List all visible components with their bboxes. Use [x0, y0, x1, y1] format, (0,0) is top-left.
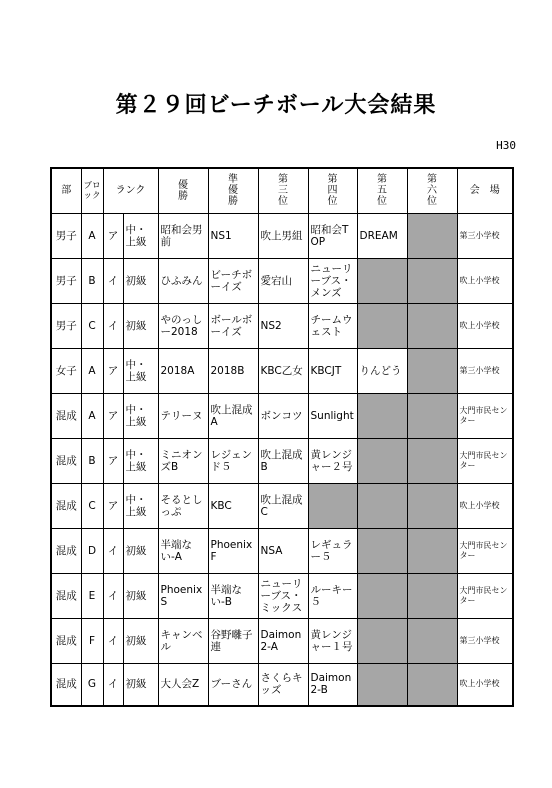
table-row: [51, 573, 513, 618]
block-cell: E: [81, 573, 103, 618]
fourth-place-cell: チームウェスト: [308, 303, 357, 348]
venue-cell: 大門市民センター: [457, 393, 513, 438]
fourth-place-cell: Daimon2-B: [308, 663, 357, 706]
division-cell: 混成: [51, 393, 81, 438]
header-p5: 第 五 位: [357, 168, 407, 213]
venue-cell: 吹上小学校: [457, 483, 513, 528]
division-cell: 混成: [51, 618, 81, 663]
fourth-place-cell: 昭和会TOP: [308, 213, 357, 258]
kana-cell: ア: [103, 483, 123, 528]
first-place-cell: ひふみん: [158, 258, 208, 303]
fifth-place-cell: DREAM: [357, 213, 407, 258]
second-place-cell: ボールボーイズ: [208, 303, 258, 348]
fourth-place-cell: ニューリーブス・メンズ: [308, 258, 357, 303]
first-place-cell: PhoenixS: [158, 573, 208, 618]
block-cell: B: [81, 258, 103, 303]
rank-cell: 初級: [123, 303, 158, 348]
block-cell: B: [81, 438, 103, 483]
header-bu: 部: [51, 168, 81, 213]
first-place-cell: 大人会Z: [158, 663, 208, 706]
fifth-place-cell: りんどう: [357, 348, 407, 393]
rank-cell: 中・上級: [123, 483, 158, 528]
second-place-cell: PhoenixF: [208, 528, 258, 573]
venue-cell: 吹上小学校: [457, 303, 513, 348]
sixth-place-cell: [407, 663, 457, 706]
table-row: [51, 528, 513, 573]
block-cell: C: [81, 303, 103, 348]
fifth-place-cell: [357, 483, 407, 528]
venue-cell: 大門市民センター: [457, 528, 513, 573]
fifth-place-cell: [357, 663, 407, 706]
venue-cell: 第三小学校: [457, 213, 513, 258]
fifth-place-cell: [357, 393, 407, 438]
fifth-place-cell: [357, 258, 407, 303]
second-place-cell: 谷野囃子連: [208, 618, 258, 663]
fourth-place-cell: レギュラー５: [308, 528, 357, 573]
kana-cell: ア: [103, 348, 123, 393]
header-p1: 優 勝: [158, 168, 208, 213]
block-cell: F: [81, 618, 103, 663]
first-place-cell: やのっしー2018: [158, 303, 208, 348]
division-cell: 混成: [51, 438, 81, 483]
division-cell: 男子: [51, 303, 81, 348]
division-cell: 男子: [51, 213, 81, 258]
third-place-cell: 愛宕山: [258, 258, 308, 303]
rank-cell: 初級: [123, 573, 158, 618]
second-place-cell: 2018B: [208, 348, 258, 393]
third-place-cell: ニューリーブス・ミックス: [258, 573, 308, 618]
kana-cell: イ: [103, 258, 123, 303]
rank-cell: 初級: [123, 663, 158, 706]
header-row: [51, 168, 513, 213]
second-place-cell: ブーさん: [208, 663, 258, 706]
first-place-cell: 2018A: [158, 348, 208, 393]
fifth-place-cell: [357, 618, 407, 663]
block-cell: A: [81, 213, 103, 258]
kana-cell: イ: [103, 573, 123, 618]
rank-cell: 中・上級: [123, 438, 158, 483]
block-cell: D: [81, 528, 103, 573]
results-table: [50, 167, 514, 707]
sixth-place-cell: [407, 393, 457, 438]
page-title: 第２９回ビーチボール大会結果: [115, 93, 437, 118]
table-row: [51, 663, 513, 706]
table-row: [51, 618, 513, 663]
header-p2: 準 優 勝: [208, 168, 258, 213]
rank-cell: 初級: [123, 258, 158, 303]
third-place-cell: Daimon2-A: [258, 618, 308, 663]
venue-cell: 吹上小学校: [457, 663, 513, 706]
block-cell: A: [81, 348, 103, 393]
header-p3: 第 三 位: [258, 168, 308, 213]
third-place-cell: 吹上混成B: [258, 438, 308, 483]
fifth-place-cell: [357, 573, 407, 618]
venue-cell: 第三小学校: [457, 348, 513, 393]
kana-cell: イ: [103, 303, 123, 348]
sixth-place-cell: [407, 573, 457, 618]
kana-cell: ア: [103, 438, 123, 483]
third-place-cell: さくらキッズ: [258, 663, 308, 706]
table-row: [51, 258, 513, 303]
venue-cell: 吹上小学校: [457, 258, 513, 303]
division-cell: 混成: [51, 573, 81, 618]
rank-cell: 初級: [123, 528, 158, 573]
fourth-place-cell: ルーキー５: [308, 573, 357, 618]
division-cell: 男子: [51, 258, 81, 303]
block-cell: G: [81, 663, 103, 706]
kana-cell: イ: [103, 663, 123, 706]
first-place-cell: そるとしっぷ: [158, 483, 208, 528]
first-place-cell: ミニオンズB: [158, 438, 208, 483]
first-place-cell: テリーヌ: [158, 393, 208, 438]
fifth-place-cell: [357, 528, 407, 573]
third-place-cell: NS2: [258, 303, 308, 348]
kana-cell: イ: [103, 528, 123, 573]
sixth-place-cell: [407, 483, 457, 528]
fourth-place-cell: KBCJT: [308, 348, 357, 393]
header-p6: 第 六 位: [407, 168, 457, 213]
venue-cell: 大門市民センター: [457, 438, 513, 483]
rank-cell: 中・上級: [123, 393, 158, 438]
third-place-cell: KBC乙女: [258, 348, 308, 393]
header-block: ブロ ック: [81, 168, 103, 213]
kana-cell: イ: [103, 618, 123, 663]
venue-cell: 大門市民センター: [457, 573, 513, 618]
second-place-cell: 半端ない-B: [208, 573, 258, 618]
year-label: H30: [496, 139, 516, 152]
rank-cell: 初級: [123, 618, 158, 663]
second-place-cell: KBC: [208, 483, 258, 528]
fourth-place-cell: 黄レンジャー１号: [308, 618, 357, 663]
division-cell: 混成: [51, 483, 81, 528]
table-row: [51, 213, 513, 258]
third-place-cell: NSA: [258, 528, 308, 573]
sixth-place-cell: [407, 303, 457, 348]
sixth-place-cell: [407, 348, 457, 393]
second-place-cell: ビーチボーイズ: [208, 258, 258, 303]
header-venue: 会 場: [457, 168, 513, 213]
division-cell: 混成: [51, 528, 81, 573]
kana-cell: ア: [103, 393, 123, 438]
first-place-cell: 昭和会男前: [158, 213, 208, 258]
second-place-cell: 吹上混成A: [208, 393, 258, 438]
fourth-place-cell: 黄レンジャー２号: [308, 438, 357, 483]
header-p4: 第 四 位: [308, 168, 357, 213]
kana-cell: ア: [103, 213, 123, 258]
second-place-cell: NS1: [208, 213, 258, 258]
rank-cell: 中・上級: [123, 348, 158, 393]
table-row: [51, 483, 513, 528]
sixth-place-cell: [407, 213, 457, 258]
division-cell: 女子: [51, 348, 81, 393]
rank-cell: 中・上級: [123, 213, 158, 258]
table-row: [51, 348, 513, 393]
venue-cell: 第三小学校: [457, 618, 513, 663]
header-rank: ランク: [103, 168, 158, 213]
sixth-place-cell: [407, 618, 457, 663]
second-place-cell: レジェンド５: [208, 438, 258, 483]
fourth-place-cell: [308, 483, 357, 528]
third-place-cell: 吹上混成C: [258, 483, 308, 528]
sixth-place-cell: [407, 528, 457, 573]
fifth-place-cell: [357, 303, 407, 348]
third-place-cell: 吹上男組: [258, 213, 308, 258]
table-row: [51, 438, 513, 483]
sixth-place-cell: [407, 438, 457, 483]
division-cell: 混成: [51, 663, 81, 706]
fourth-place-cell: Sunlight: [308, 393, 357, 438]
block-cell: A: [81, 393, 103, 438]
table-row: [51, 393, 513, 438]
sixth-place-cell: [407, 258, 457, 303]
table-row: [51, 303, 513, 348]
fifth-place-cell: [357, 438, 407, 483]
first-place-cell: 半端ない-A: [158, 528, 208, 573]
third-place-cell: ボンコツ: [258, 393, 308, 438]
block-cell: C: [81, 483, 103, 528]
first-place-cell: キャンベル: [158, 618, 208, 663]
